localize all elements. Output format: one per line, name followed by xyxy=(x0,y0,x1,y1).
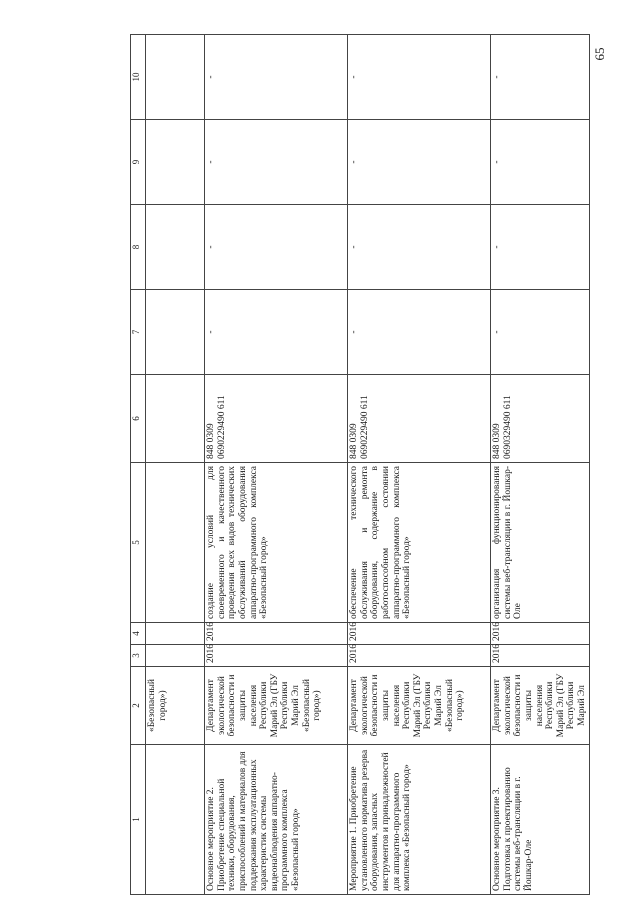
column-header: 3 xyxy=(131,645,146,667)
value-cell: - xyxy=(205,205,348,290)
table-cell xyxy=(146,35,205,120)
table-cell xyxy=(146,205,205,290)
end-year-cell: 2016 xyxy=(205,623,348,645)
column-header: 1 xyxy=(131,745,146,895)
column-header: 4 xyxy=(131,623,146,645)
table-row xyxy=(348,35,491,895)
measure-name-cell: Основное мероприятие 2. Приобретение специальной техники, оборудования, приспособлений и материалов для поддержания эксплуатационных характеристик системы видеонаблюдения аппаратно-программного комплекса «Безопасный город» xyxy=(205,745,348,895)
value-cell: - xyxy=(205,120,348,205)
result-cell: организация функционирования системы веб-трансляции в г. Йошкар-Оле xyxy=(491,463,590,623)
result-cell: обеспечение технического обслуживания и ремонта оборудования, содержание в работоспособном состоянии аппаратно-программного комплекса «Безопасный город» xyxy=(348,463,491,623)
page-number: 65 xyxy=(592,47,607,61)
column-header: 7 xyxy=(131,290,146,375)
executor-cell: Департамент экологической безопасности и защиты населения Республики Марий Эл (ГБУ Республики Марий Эл «Безопасный город») xyxy=(205,667,348,745)
end-year-cell: 2016 xyxy=(348,623,491,645)
value-cell: - xyxy=(348,35,491,120)
result-cell: создание условий для своевременного и качественного проведения всех видов технических обслуживаний оборудования аппаратно-программного комплекса «Безопасный город» xyxy=(205,463,348,623)
table-cell xyxy=(146,375,205,463)
column-header: 5 xyxy=(131,463,146,623)
value-cell: - xyxy=(491,35,590,120)
kbk-cell: 848 0309 0690229490 611 xyxy=(205,375,348,463)
start-year-cell: 2016 xyxy=(491,645,590,667)
value-cell: - xyxy=(205,290,348,375)
table-cell xyxy=(146,645,205,667)
executor-cell: Департамент экологической безопасности и защиты населения Республики Марий Эл (ГБУ Республики Марий Эл xyxy=(491,667,590,745)
value-cell: - xyxy=(491,120,590,205)
table-cell xyxy=(146,120,205,205)
measure-name-cell: Мероприятие 1. Приобретение установленного норматива резерва оборудования, запасных инструментов и принадлежностей для аппаратно-программного комплекса «Безопасный город» xyxy=(348,745,491,895)
value-cell: - xyxy=(491,290,590,375)
column-header: 10 xyxy=(131,35,146,120)
kbk-cell: 848 0309 0690329490 611 xyxy=(491,375,590,463)
start-year-cell: 2016 xyxy=(348,645,491,667)
start-year-cell: 2016 xyxy=(205,645,348,667)
table-cell xyxy=(146,290,205,375)
continuation-row xyxy=(146,35,205,895)
value-cell: - xyxy=(348,290,491,375)
table-cell xyxy=(146,463,205,623)
kbk-cell: 848 0309 0690229490 611 xyxy=(348,375,491,463)
column-header: 2 xyxy=(131,667,146,745)
value-cell: - xyxy=(205,35,348,120)
value-cell: - xyxy=(491,205,590,290)
executor-cell: Департамент экологической безопасности и защиты населения Республики Марий Эл (ГБУ Республики Марий Эл «Безопасный город») xyxy=(348,667,491,745)
header-row xyxy=(131,35,146,895)
table-cell xyxy=(146,745,205,895)
table-row xyxy=(491,35,590,895)
rotated-table-container xyxy=(130,35,620,895)
table-cell xyxy=(146,623,205,645)
executor-cell: «Безопасный город») xyxy=(146,667,205,745)
end-year-cell: 2016 xyxy=(491,623,590,645)
column-header: 8 xyxy=(131,205,146,290)
column-header: 6 xyxy=(131,375,146,463)
column-header: 9 xyxy=(131,120,146,205)
measure-name-cell: Основное мероприятие 3. Подготовка к проектированию системы веб-трансляции в г. Йошкар-Оле xyxy=(491,745,590,895)
table-row xyxy=(205,35,348,895)
program-measures-table xyxy=(130,34,590,895)
value-cell: - xyxy=(348,120,491,205)
value-cell: - xyxy=(348,205,491,290)
